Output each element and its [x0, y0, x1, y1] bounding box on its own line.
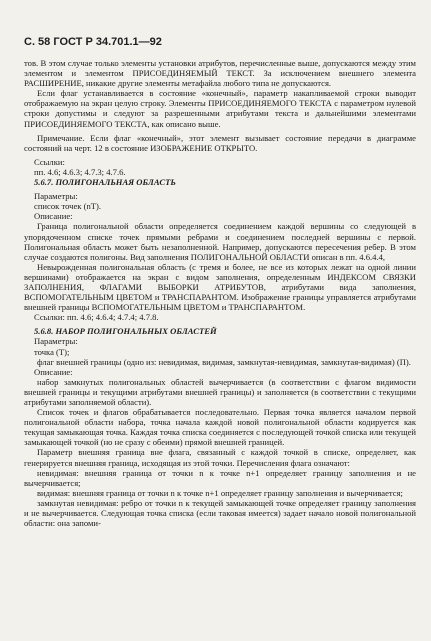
paragraph: Список точек и флагов обрабатывается последовательно. Первая точка является началом первой полигональной области набора, точка начала каждой новой полигональной области кодируется как текущая замыкающая точка. Каждая точка списка соединяется с последующей точкой списка или текущей замыкающей точкой (но не сразу с обеими) прямой внешней границей. [24, 407, 416, 448]
references-label: Ссылки: [34, 156, 65, 167]
parameters-label: Параметры: [34, 336, 78, 347]
document-body [24, 58, 416, 528]
paragraph: набор замкнутых полигональных областей вычерчивается (в соответствии с флагом видимости внешней границы и текущими атрибутами внешней границы) и заполняется (в соответствии с текущими атрибутами заполняемой области). [24, 376, 416, 407]
parameter: флаг внешней границы (одно из: невидимая, видимая, замкнутая-невидимая, замкнутая-видимая) (П). [37, 356, 411, 367]
paragraph: тов. В этом случае только элементы установки атрибутов, перечисленные выше, допускаются между этим элементом и элементом ПРИСОЕДИНЯЕМЫЙ ТЕКСТ. За исключением внешнего элемента РАСШИРЕНИЕ, никакие другие элементы метафайла любого типа не допускаются. [24, 58, 416, 89]
section-heading: 5.6.8. НАБОР ПОЛИГОНАЛЬНЫХ ОБЛАСТЕЙ [34, 326, 217, 337]
parameter: список точек (nT). [34, 201, 102, 212]
paragraph: Граница полигональной области определяется соединением каждой вершины со следующей в упорядоченном списке точек прямыми ребрами и соединением последней вершины с первой. Полигональная область может быть незаполненной. Например, допускаются пересечения ребер. В этом случае создаются полигоны. Вид заполнения ПОЛИГОНАЛЬНОЙ ОБЛАСТИ описан в пп. 4.6.4.4, [24, 221, 416, 262]
page-header [24, 36, 414, 48]
standard-id: ГОСТ Р 34.701.1—92 [53, 36, 162, 48]
section-heading: 5.6.7. ПОЛИГОНАЛЬНАЯ ОБЛАСТЬ [34, 177, 176, 188]
description-label: Описание: [34, 211, 73, 222]
parameters-label: Параметры: [34, 191, 78, 202]
paragraph: Невырожденная полигональная область (с тремя и более, не все из которых лежат на одной линии вершинами) отображается на экран с видом заполнения, определенным ИНДЕКСОМ СВЯЗКИ ЗАПОЛНЕНИЯ, ФЛАГАМИ ВЫБОРКИ АТРИБУТОВ, атрибутами вида заполнения, ВСПОМОГАТЕЛЬНЫМ ЦВЕТОМ и ТРАНСПАРАНТОМ. Изображение границы управляется атрибутами внешней границы ВСПОМОГАТЕЛЬНЫМ ЦВЕТОМ и ТРАНСПАРАНТОМ. [24, 261, 416, 313]
references: пп. 4.6; 4.6.3; 4.7.3; 4.7.6. [34, 166, 126, 177]
page-number: С. 58 [24, 36, 51, 48]
flag-definition: замкнутая невидимая: ребро от точки n к текущей замыкающей точке определяет границу заполнения и не вычерчивается. Следующая точка списка (если таковая имеется) задает начало новой полигональной области: она запоми- [24, 497, 416, 529]
paragraph: Параметр внешняя граница вне флага, связанный с каждой точкой в списке, определяет, как генерируется внешняя граница, исходящая из этой точки. Перечисления флага означают: [24, 447, 416, 468]
description-label: Описание: [34, 366, 73, 377]
flag-definition: невидимая: внешняя граница от точки n к точке n+1 определяет границу заполнения и не вычерчивается; [24, 467, 416, 488]
parameter: точка (T); [34, 346, 70, 357]
paragraph: Если флаг устанавливается в состояние «конечный», параметр накапливаемой строки выводит отображаемую на экран целую строку. Элементы ПРИСОЕДИНЯЕМОГО ТЕКСТА с параметром нулевой строки допустимы и следуют за разрешенными атрибутами текста и дальнейшими элементами ПРИСОЕДИНЯЕМОГО ТЕКСТА, как описано выше. [24, 88, 416, 129]
note: Примечание. Если флаг «конечный», этот элемент вызывает состояние передачи в диаграмме состояний на черт. 12 в состояние ИЗОБРАЖЕНИЕ ОТКРЫТО. [24, 132, 416, 153]
references: Ссылки: пп. 4.6; 4.6.4; 4.7.4; 4.7.8. [34, 312, 159, 323]
flag-definition: видимая: внешняя граница от точки n к точке n+1 определяет границу заполнения и вычерчивается; [37, 487, 403, 498]
